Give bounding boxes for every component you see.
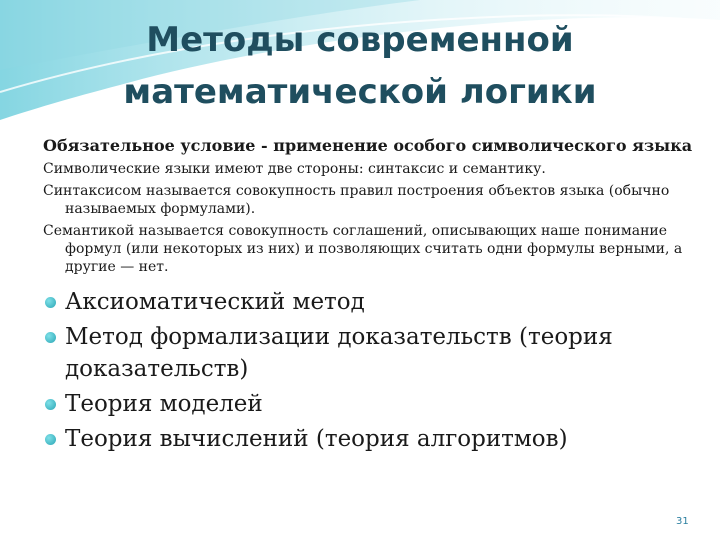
bullet-dot-icon: [45, 297, 56, 308]
paragraph-semantics: Семантикой называется совокупность соглашений, описывающих наше понимание формул (или некоторых из них) и позволяющих считать одни формулы верными, а другие — нет.: [43, 223, 683, 275]
lead-statement: Обязательное условие - применение особого символического языка: [43, 136, 693, 155]
list-item-label: Метод формализации доказательств (теория доказательств): [65, 324, 613, 382]
list-item: [43, 286, 703, 318]
bullet-dot-icon: [45, 399, 56, 410]
paragraph-languages: Символические языки имеют две стороны: синтаксис и семантику.: [43, 161, 546, 177]
title-line-1: Методы современной: [146, 20, 574, 60]
bullet-dot-icon: [45, 434, 56, 445]
methods-list: [43, 286, 703, 455]
list-item: [43, 388, 703, 420]
list-item-label: Теория моделей: [65, 391, 263, 417]
list-item: [43, 321, 703, 385]
bullet-dot-icon: [45, 332, 56, 343]
list-item: [43, 423, 703, 455]
page-number: 31: [676, 516, 689, 527]
title-line-2: математической логики: [123, 72, 597, 112]
paragraph-syntax: Синтаксисом называется совокупность правил построения объектов языка (обычно называемых формулами).: [43, 183, 670, 217]
list-item-label: Теория вычислений (теория алгоритмов): [65, 426, 568, 452]
list-item-label: Аксиоматический метод: [65, 289, 365, 315]
slide-title: [60, 14, 660, 118]
slide-body: [43, 136, 703, 458]
